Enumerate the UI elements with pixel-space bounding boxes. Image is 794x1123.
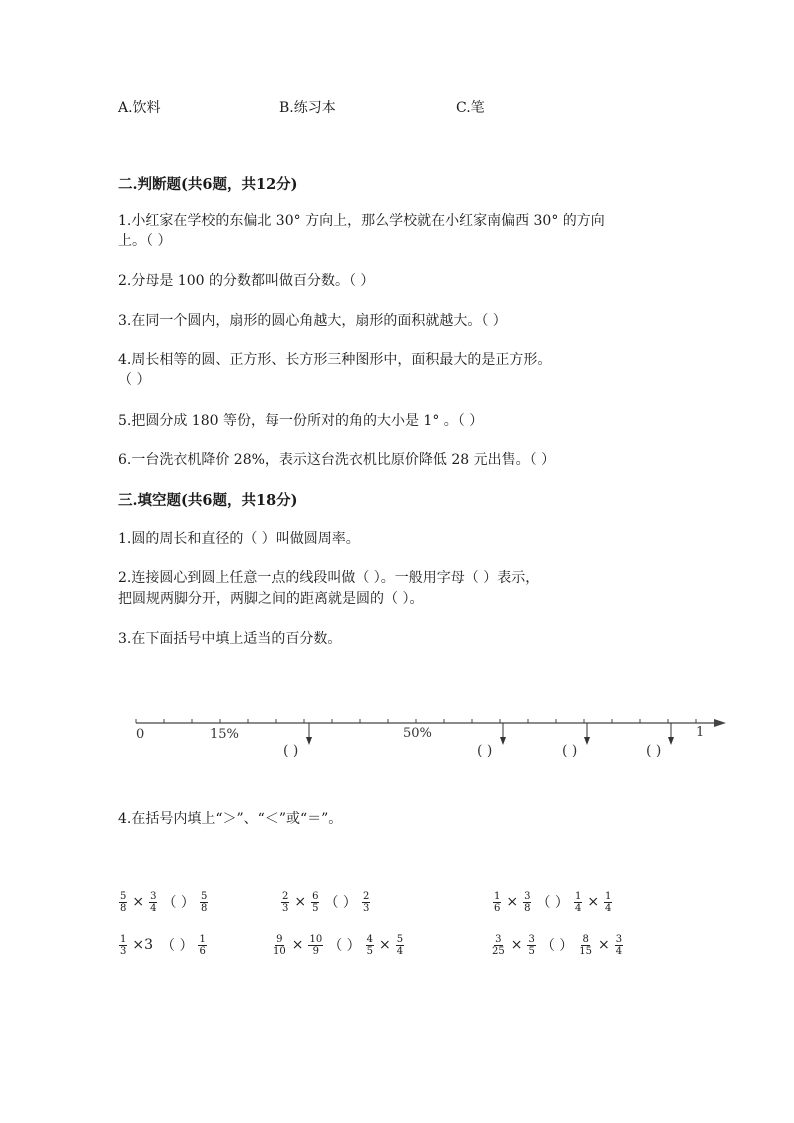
operator-symbol: × <box>294 894 307 910</box>
judge-item-3: 3.在同一个圆内，扇形的圆心角越大，扇形的面积就越大。（ ） <box>118 313 507 329</box>
fraction <box>493 891 501 914</box>
operator-symbol: × <box>510 937 523 953</box>
fraction-denominator: 6 <box>199 945 206 957</box>
operator-symbol: × <box>291 937 304 953</box>
option-a: A.饮料 <box>118 100 161 116</box>
fraction <box>119 891 127 914</box>
comparison-2 <box>280 887 371 917</box>
fraction-denominator: 6 <box>494 902 501 914</box>
fraction-numerator: 8 <box>582 933 589 945</box>
number-line-arrowhead <box>714 719 726 727</box>
fraction-denominator: 4 <box>574 902 582 914</box>
fraction <box>604 891 612 914</box>
fraction-numerator: 5 <box>200 890 208 902</box>
judge-item-6: 6.一台洗衣机降价 28%，表示这台洗衣机比原价降低 28 元出售。（ ） <box>118 452 556 468</box>
fraction-numerator: 3 <box>615 933 623 945</box>
fraction-denominator: 15 <box>579 945 593 957</box>
fill-item-2-line2: 把圆规两脚分开，两脚之间的距离就是圆的（ ）。 <box>118 591 424 607</box>
comparison-3 <box>492 887 613 917</box>
section2-heading: 二.判断题(共6题，共12分) <box>118 176 298 193</box>
fraction <box>578 934 593 957</box>
answer-blank-1: ( ) <box>283 743 299 759</box>
fill-item-2-line1: 2.连接圆心到圆上任意一点的线段叫做（ ）。一般用字母（ ）表示， <box>118 570 540 586</box>
fraction-numerator: 3 <box>524 890 531 902</box>
fraction-numerator: 3 <box>528 933 535 945</box>
answer-blank-3: ( ) <box>562 743 578 759</box>
fraction-numerator: 2 <box>282 890 289 902</box>
label-50-percent: 50% <box>403 726 432 741</box>
fraction-denominator: 4 <box>150 902 157 914</box>
fraction-denominator: 10 <box>273 945 286 957</box>
compare-blank[interactable]: （ ） <box>162 895 195 911</box>
fraction-numerator: 3 <box>495 933 502 945</box>
fraction <box>308 934 323 957</box>
comparison-1 <box>118 887 209 917</box>
pointer-arrow-2 <box>500 723 506 745</box>
judge-item-1-line1: 1.小红家在学校的东偏北 30° 方向上，那么学校就在小红家南偏西 30° 的方向 <box>118 213 605 229</box>
compare-blank[interactable]: （ ） <box>540 938 574 954</box>
fraction-numerator: 10 <box>309 933 323 945</box>
fraction <box>119 934 127 957</box>
operator-symbol: × <box>132 894 145 910</box>
fraction <box>491 934 506 957</box>
answer-blank-4: ( ) <box>646 743 662 759</box>
fraction-numerator: 1 <box>605 890 612 902</box>
fraction-denominator: 4 <box>615 945 623 957</box>
compare-blank[interactable]: （ ） <box>536 895 569 911</box>
fraction <box>311 891 319 914</box>
operator-symbol: × <box>587 894 600 910</box>
operator-symbol: ×3 <box>132 937 154 953</box>
fraction <box>523 891 531 914</box>
fraction-denominator: 5 <box>312 902 319 914</box>
fraction-denominator: 8 <box>524 902 531 914</box>
fraction-numerator: 5 <box>120 890 127 902</box>
answer-blank-2: ( ) <box>477 743 493 759</box>
fraction-numerator: 3 <box>150 890 157 902</box>
fraction <box>200 891 208 914</box>
operator-symbol: × <box>379 937 391 953</box>
fraction-denominator: 8 <box>200 902 208 914</box>
fill-item-3: 3.在下面括号中填上适当的百分数。 <box>118 631 342 647</box>
option-c: C.笔 <box>456 100 485 116</box>
judge-item-4-line1: 4.周长相等的圆、正方形、长方形三种图形中，面积最大的是正方形。 <box>118 352 552 368</box>
pointer-arrow-1 <box>306 723 312 745</box>
label-15-percent: 15% <box>210 727 239 742</box>
fraction-denominator: 3 <box>362 902 370 914</box>
compare-blank[interactable]: （ ） <box>328 938 361 954</box>
fraction-numerator: 1 <box>199 933 206 945</box>
fraction-numerator: 6 <box>312 890 319 902</box>
number-line-figure <box>128 705 738 775</box>
operator-symbol: × <box>506 894 519 910</box>
fraction <box>615 934 623 957</box>
compare-blank[interactable]: （ ） <box>161 938 194 954</box>
fraction-denominator: 5 <box>528 945 535 957</box>
section3-heading: 三.填空题(共6题，共18分) <box>118 492 298 509</box>
comparison-5 <box>271 930 405 960</box>
fraction-numerator: 1 <box>494 890 501 902</box>
fraction-denominator: 4 <box>605 902 612 914</box>
judge-item-1-line2: 上。（ ） <box>118 233 172 249</box>
fraction <box>396 934 404 957</box>
judge-item-4-line2: （ ） <box>118 372 151 388</box>
fraction-numerator: 2 <box>362 890 370 902</box>
comparison-6 <box>490 930 624 960</box>
fraction-numerator: 9 <box>276 933 283 945</box>
fraction-denominator: 25 <box>492 945 505 957</box>
fraction-numerator: 1 <box>120 933 127 945</box>
fill-item-4: 4.在括号内填上“＞”、“＜”或“＝”。 <box>118 811 343 827</box>
fraction <box>362 891 370 914</box>
fraction-denominator: 4 <box>396 945 404 957</box>
fraction-numerator: 4 <box>366 933 374 945</box>
pointer-arrow-3 <box>584 723 590 745</box>
fraction-denominator: 8 <box>120 902 127 914</box>
fraction <box>574 891 582 914</box>
pointer-arrow-4 <box>668 723 674 745</box>
comparison-4 <box>118 930 208 960</box>
fraction-denominator: 5 <box>366 945 374 957</box>
fraction-denominator: 9 <box>312 945 320 957</box>
fraction-denominator: 3 <box>120 945 127 957</box>
judge-item-5: 5.把圆分成 180 等份，每一份所对的角的大小是 1° 。（ ） <box>118 413 484 429</box>
compare-blank[interactable]: （ ） <box>324 895 357 911</box>
fraction-denominator: 3 <box>282 902 289 914</box>
judge-item-2: 2.分母是 100 的分数都叫做百分数。（ ） <box>118 273 375 289</box>
fraction <box>366 934 374 957</box>
fraction <box>272 934 287 957</box>
operator-symbol: × <box>598 937 610 953</box>
label-one: 1 <box>696 725 705 740</box>
fraction-numerator: 5 <box>396 933 404 945</box>
label-zero: 0 <box>136 727 145 742</box>
fraction <box>198 934 206 957</box>
option-b: B.练习本 <box>279 100 336 116</box>
fraction <box>527 934 535 957</box>
fill-item-1: 1.圆的周长和直径的（ ）叫做圆周率。 <box>118 531 360 547</box>
fraction <box>281 891 289 914</box>
fraction <box>149 891 157 914</box>
fraction-numerator: 1 <box>574 890 582 902</box>
